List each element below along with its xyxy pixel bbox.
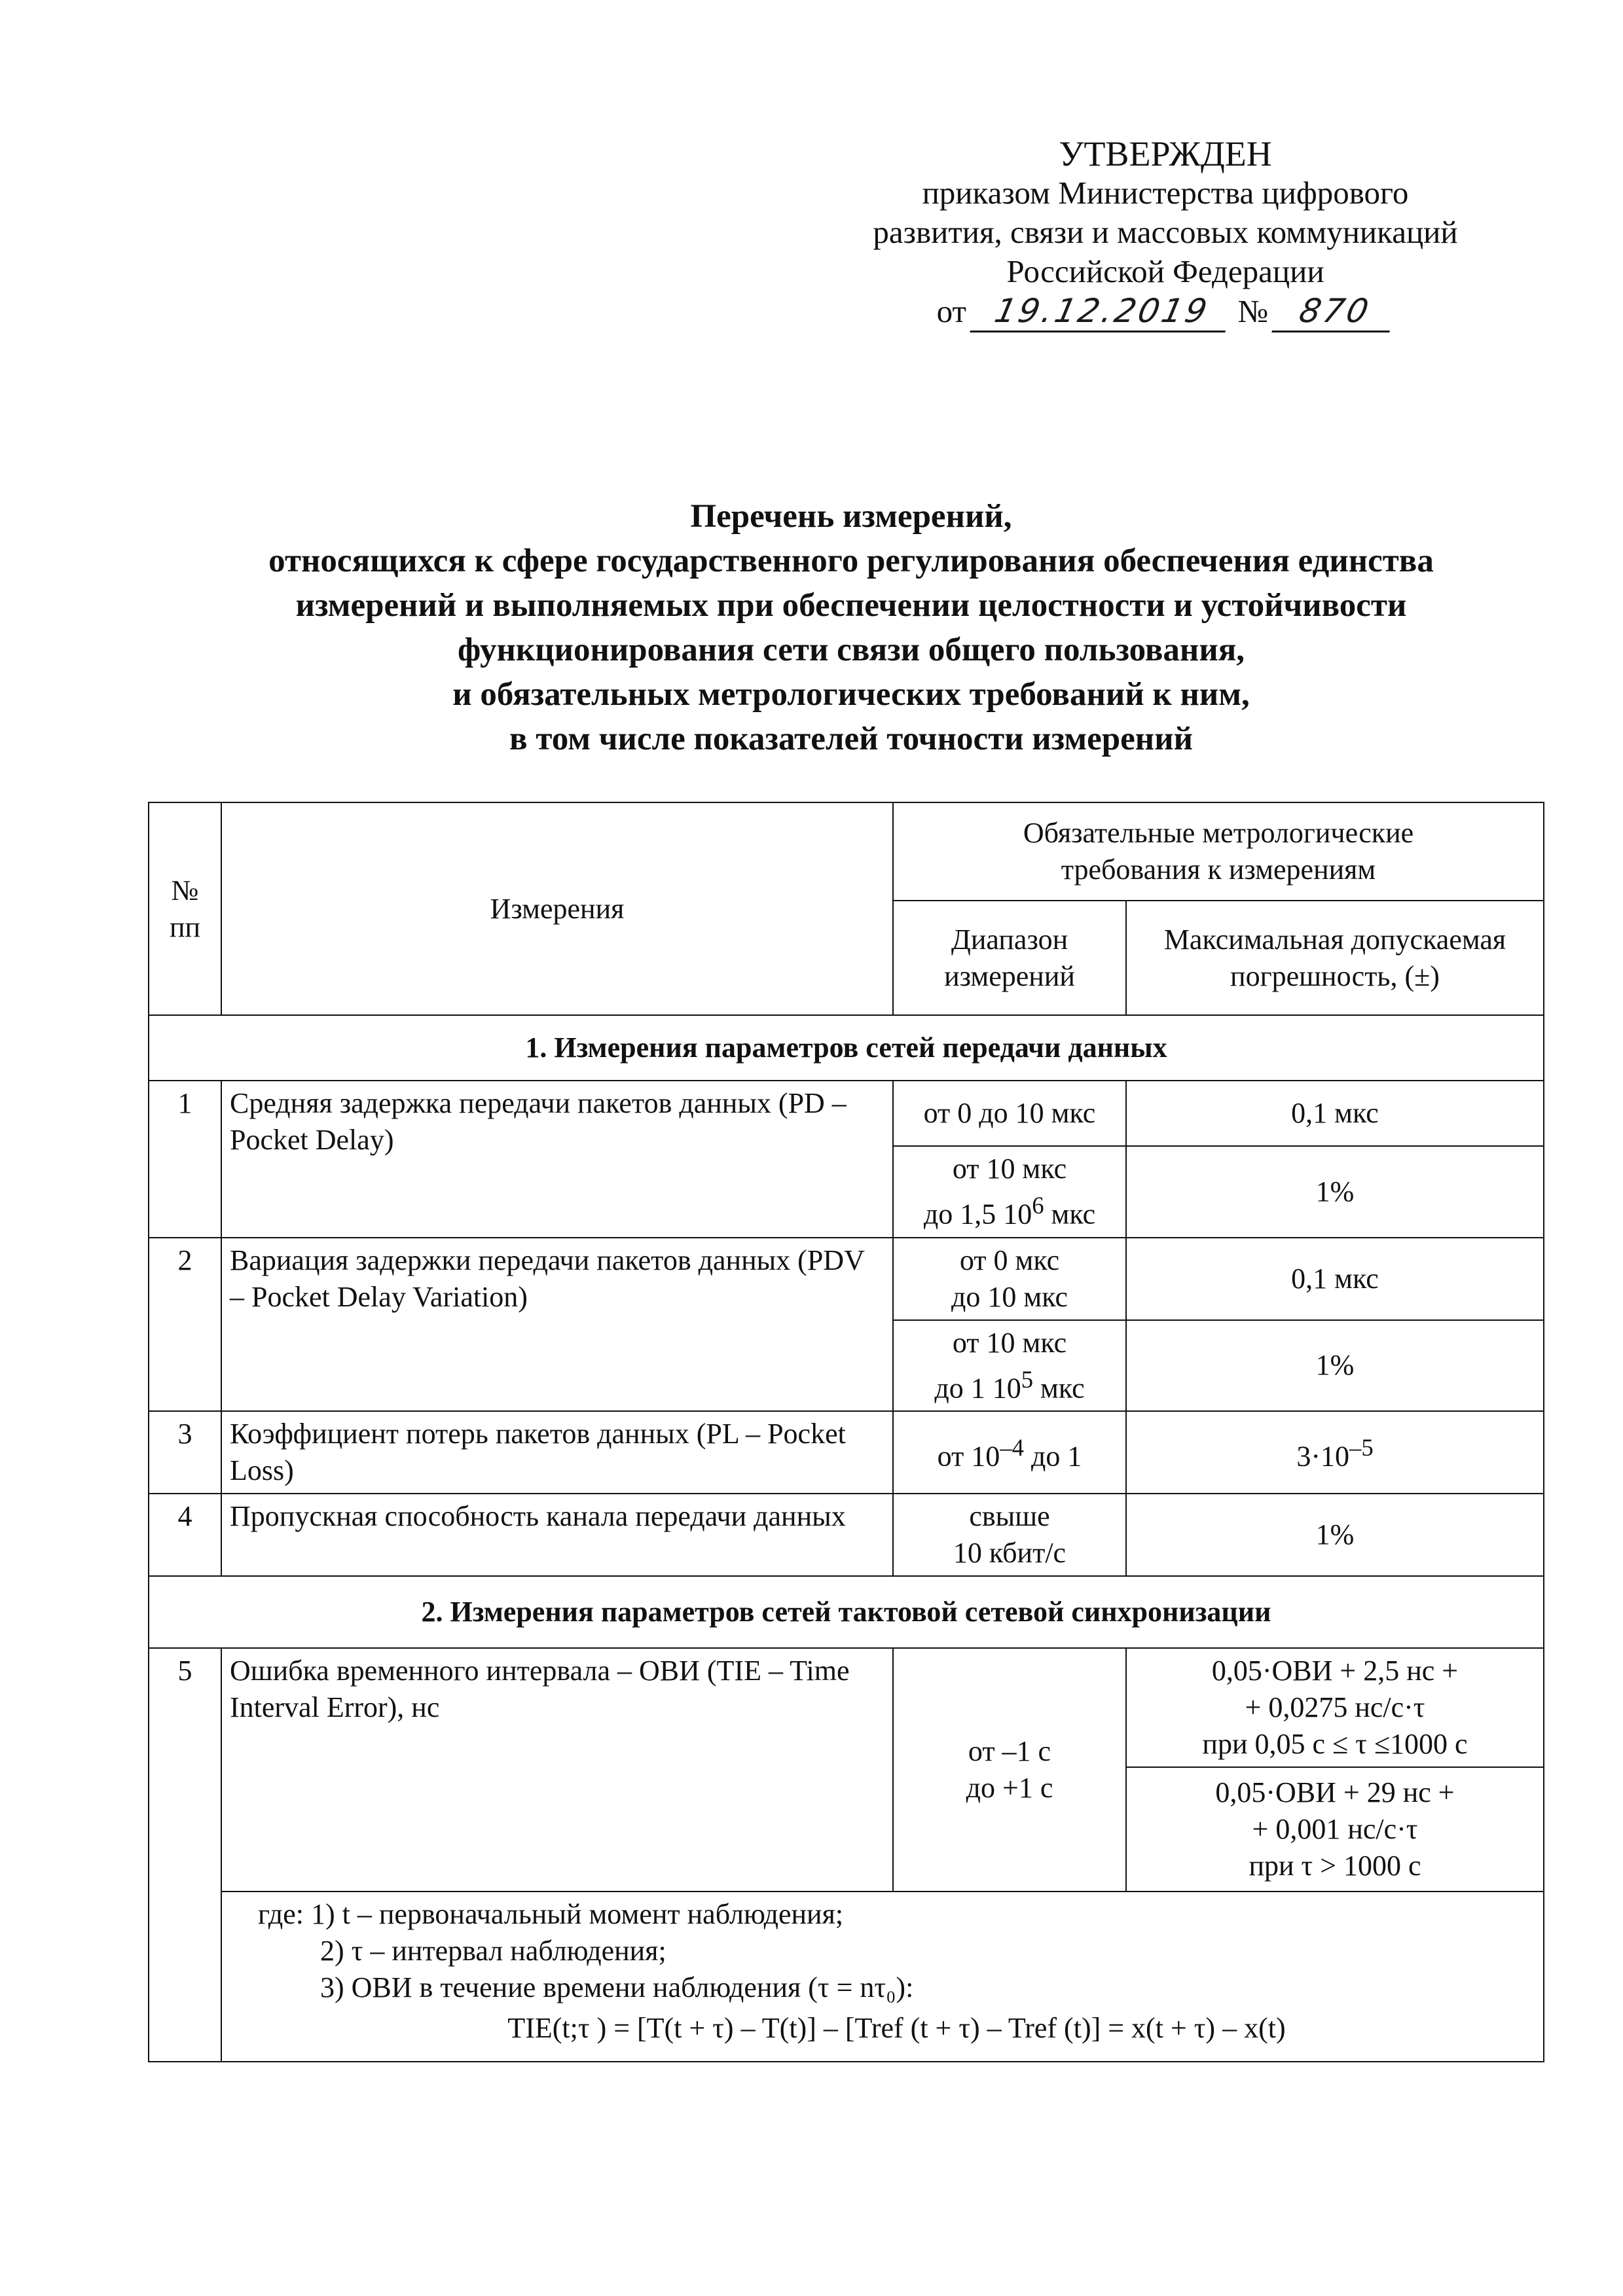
row-5-notes xyxy=(221,1892,1544,2062)
row-1-num: 1 xyxy=(149,1081,221,1238)
title-line-3: измерений и выполняемых при обеспечении целостности и устойчивости xyxy=(295,587,1407,624)
row-2-range-b-unit: мкс xyxy=(1033,1372,1085,1405)
row-1-name: Средняя задержка передачи пакетов данных (PD – Pocket Delay) xyxy=(221,1081,893,1238)
approval-line-1: приказом Министерства цифрового xyxy=(922,175,1409,211)
row-2-name: Вариация задержки передачи пакетов данных (PDV – Pocket Delay Variation) xyxy=(221,1238,893,1412)
title-line-4: функционирования сети связи общего пользования, xyxy=(457,632,1245,668)
header-measurements: Измерения xyxy=(221,802,893,1015)
row-4-range-line2: 10 кбит/с xyxy=(953,1537,1067,1570)
row-5-error-b xyxy=(1126,1767,1544,1892)
row-5-range-line1: от –1 с xyxy=(968,1735,1051,1768)
row-3-range xyxy=(893,1411,1126,1494)
row-5-num: 5 xyxy=(149,1648,221,2062)
row-5-error-b-line1: 0,05·ОВИ + 29 нс + xyxy=(1215,1776,1455,1809)
row-2-range-b-line2: до 1 10 xyxy=(934,1372,1021,1405)
row-1-range-a: от 0 до 10 мкс xyxy=(893,1081,1126,1146)
approval-date-line xyxy=(786,291,1545,332)
row-4-range xyxy=(893,1494,1126,1576)
row-5-name: Ошибка временного интервала – ОВИ (TIE – Time Interval Error), нс xyxy=(221,1648,893,1892)
section-1-title: 1. Измерения параметров сетей передачи данных xyxy=(149,1015,1544,1081)
section-2-title: 2. Измерения параметров сетей тактовой сетевой синхронизации xyxy=(149,1576,1544,1648)
row-3-range-post: до 1 xyxy=(1023,1441,1082,1473)
row-1-range-b-exp: 6 xyxy=(1032,1192,1044,1219)
row-2-range-b xyxy=(893,1320,1126,1412)
from-label: от xyxy=(936,293,966,329)
row-1-range-b-unit: мкс xyxy=(1044,1198,1096,1230)
header-range: Диапазон измерений xyxy=(893,901,1126,1015)
row-3-range-exp: –4 xyxy=(1000,1434,1024,1462)
tie-formula: TIE(t;τ ) = [T(t + τ) – T(t)] – [Tref (t + τ) – Tref (t)] = x(t + τ) – x(t) xyxy=(507,2012,1286,2045)
row-3-error-exp: –5 xyxy=(1349,1434,1374,1462)
title-line-1: Перечень измерений, xyxy=(690,498,1012,535)
row-4-range-line1: свыше xyxy=(969,1500,1050,1533)
row-1-error-b: 1% xyxy=(1126,1146,1544,1238)
header-requirements: Обязательные метрологические требования к измерениям xyxy=(893,802,1544,901)
row-2-range-a-line2: до 10 мкс xyxy=(951,1280,1068,1313)
row-1-range-b-line1: от 10 мкс xyxy=(952,1153,1067,1185)
row-2-range-a-line1: от 0 мкс xyxy=(959,1244,1060,1276)
row-4-num: 4 xyxy=(149,1494,221,1576)
title-line-2: относящихся к сфере государственного регулирования обеспечения единства xyxy=(268,543,1434,579)
row-5-error-a xyxy=(1126,1648,1544,1767)
row-5-range xyxy=(893,1648,1126,1892)
row-2-range-b-exp: 5 xyxy=(1021,1365,1034,1393)
row-5-error-a-line1: 0,05·ОВИ + 2,5 нс + xyxy=(1211,1655,1459,1687)
row-3-error-base: 3·10 xyxy=(1296,1441,1349,1473)
approval-line-2: развития, связи и массовых коммуникаций xyxy=(873,214,1458,250)
approval-line-3: Российской Федерации xyxy=(1006,253,1324,289)
row-5-error-b-line3: при τ > 1000 с xyxy=(1249,1850,1421,1882)
row-2-range-b-line1: от 10 мкс xyxy=(952,1326,1067,1359)
title-line-5: и обязательных метрологических требований к ним, xyxy=(452,676,1250,713)
row-2-range-a xyxy=(893,1238,1126,1320)
row-3-range-pre: от 10 xyxy=(937,1441,1000,1473)
row-1-range-b xyxy=(893,1146,1126,1238)
row-3-error xyxy=(1126,1411,1544,1494)
row-5-range-line2: до +1 с xyxy=(966,1772,1053,1804)
handwritten-number: 870 xyxy=(1272,291,1398,332)
row-1-range-b-line2: до 1,5 10 xyxy=(923,1198,1032,1230)
row-5-error-a-line2: + 0,0275 нс/с·τ xyxy=(1245,1691,1425,1724)
notes-line-2: 2) τ – интервал наблюдения; xyxy=(320,1935,666,1967)
document-title xyxy=(151,494,1552,761)
row-1-error-a: 0,1 мкс xyxy=(1126,1081,1544,1146)
row-3-name: Коэффициент потерь пакетов данных (PL – Pocket Loss) xyxy=(221,1411,893,1494)
row-5-error-b-line2: + 0,001 нс/с·τ xyxy=(1252,1813,1418,1846)
measurements-table xyxy=(148,802,1544,2062)
row-5-error-a-line3: при 0,05 с ≤ τ ≤1000 с xyxy=(1202,1728,1468,1761)
row-2-error-b: 1% xyxy=(1126,1320,1544,1412)
notes-line-3: 3) ОВИ в течение времени наблюдения (τ = nτ₀): xyxy=(320,1971,914,2004)
handwritten-date: 19.12.2019 xyxy=(970,291,1233,332)
row-4-error: 1% xyxy=(1126,1494,1544,1576)
header-error: Максимальная допускаемая погрешность, (±) xyxy=(1126,901,1544,1015)
approval-stamp: УТВЕРЖДЕН xyxy=(1059,134,1272,173)
row-3-num: 3 xyxy=(149,1411,221,1494)
row-2-error-a: 0,1 мкс xyxy=(1126,1238,1544,1320)
row-2-num: 2 xyxy=(149,1238,221,1412)
title-line-6: в том числе показателей точности измерений xyxy=(509,721,1193,757)
header-num: № пп xyxy=(149,802,221,1015)
number-label: № xyxy=(1237,293,1269,329)
row-4-name: Пропускная способность канала передачи данных xyxy=(221,1494,893,1576)
approval-block xyxy=(786,134,1545,332)
notes-line-1: где: 1) t – первоначальный момент наблюдения; xyxy=(258,1898,844,1931)
